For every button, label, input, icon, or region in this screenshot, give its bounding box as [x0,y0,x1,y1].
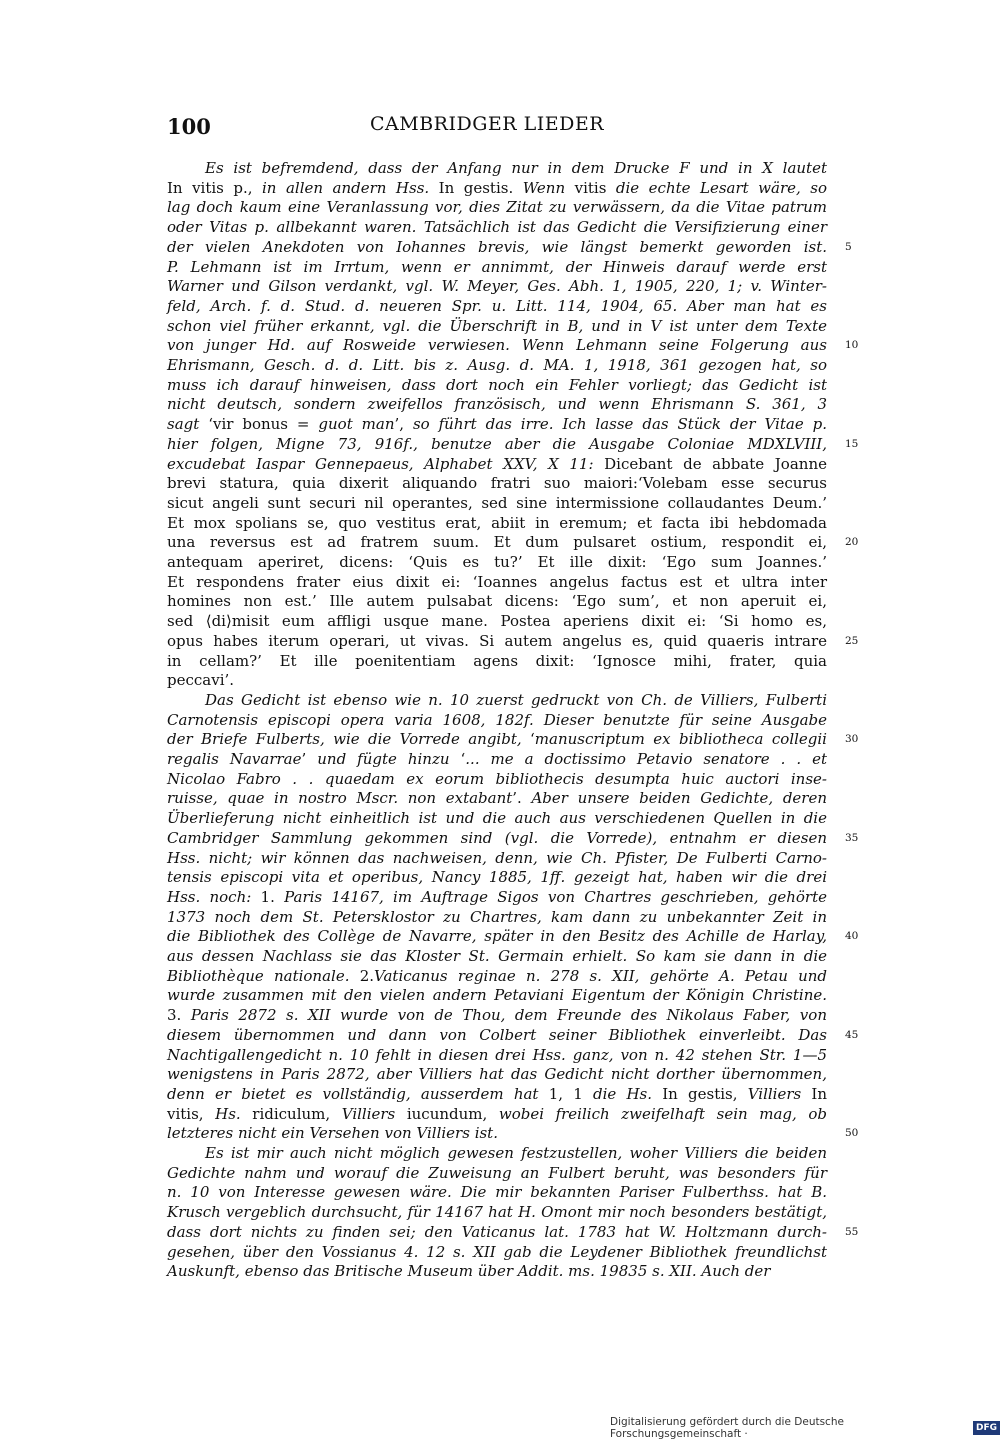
italic-run: Paris 14167, im Auftrage Sigos von Chartres geschrieben, gehörte [284,887,827,906]
text-line [167,1104,827,1124]
text-line [167,473,827,493]
line-number: 40 [845,930,859,943]
italic-run: Wenn [522,178,575,197]
italic-run: diesem übernommen und dann von Colbert seiner Bibliothek einverleibt. Das [167,1025,827,1044]
text-line [167,375,827,395]
text-line [167,1084,827,1104]
text-line [167,1163,827,1183]
text-line [167,907,827,927]
roman-run: ‘ [449,750,466,768]
text-line [167,926,827,946]
roman-run: 3. [167,1006,191,1025]
italic-run: ... me a doctissimo Petavio senatore . . et [465,750,827,768]
footer-credit [610,1416,1000,1440]
roman-run: ’. [512,789,532,808]
italic-run: Paris 2872 s. XII wurde von de Thou, dem Freunde des Nikolaus Faber, von [190,1006,827,1025]
roman-run: brevi statura, quia dixerit aliquando fratri suo maiori:‘Volebam esse securus [167,474,827,493]
text-line [167,887,827,907]
text-line [167,1045,827,1065]
roman-run: peccavi’. [167,671,235,690]
line-number: 35 [845,831,859,844]
italic-run: Es ist mir auch nicht möglich gewesen festzustellen, woher Villiers die beiden [205,1144,827,1162]
roman-run: Dicebant de abbate Joanne [604,454,827,473]
text-line [205,158,827,178]
italic-run: Bibliothèque nationale. [167,966,360,985]
italic-run: die echte Lesart wäre, so [606,178,827,197]
text-line [205,1143,827,1163]
roman-run: ‘vir bonus = [208,415,319,434]
line-number: 10 [845,339,859,352]
roman-run: In vitis p., [167,178,262,197]
italic-run: guot man [318,415,395,434]
text-line [167,197,827,217]
roman-run: 1, 1 [548,1084,593,1103]
text-line [167,867,827,887]
italic-run: Krusch vergeblich durchsucht, für 14167 hat H. Omont mir noch besonders bestätigt, [167,1203,827,1222]
text-line [167,749,827,769]
text-line [167,729,827,749]
text-line [167,493,827,513]
italic-run: letzteres nicht ein Versehen von Villiers ist. [167,1124,498,1143]
roman-run: opus habes iterum operari, ut vivas. Si autem angelus es, quid quaeris intrare [167,631,827,650]
roman-run: vitis, [167,1104,216,1123]
text-line [167,710,827,730]
text-line [167,1182,827,1202]
text-line [167,217,827,237]
text-line [167,651,827,671]
text-line [167,394,827,414]
italic-run: Es ist befremdend, dass der Anfang nur in dem Drucke F und in X lautet [205,159,827,177]
italic-run: die Hs. [592,1084,653,1103]
text-line [167,966,827,986]
roman-run: In gestis, [652,1084,748,1103]
line-number: 20 [845,536,859,549]
text-line [167,257,827,277]
italic-run: n. 10 von Interesse gewesen wäre. Die mir bekannten Pariser Fulberthss. hat B. [167,1183,827,1202]
italic-run: manuscriptum ex bibliotheca collegii [534,730,827,749]
text-line [167,788,827,808]
text-line [167,985,827,1005]
text-line [167,769,827,789]
italic-run: und fügte hinzu [317,750,450,768]
italic-run: der vielen Anekdoten von Iohannes brevis, wie längst bemerkt geworden ist. [167,237,827,256]
roman-run: 2. [359,966,375,985]
italic-run: regalis Navarrae [167,750,302,768]
italic-run: Hs. [215,1104,241,1123]
italic-run: Hss. nicht; wir können das nachweisen, denn, wie Ch. Pfister, De Fulberti Carno- [167,848,827,867]
italic-run: muss ich darauf hinweisen, dass dort noch ein Fehler vorliegt; das Gedicht ist [167,375,827,394]
text-line [167,335,827,355]
italic-run: so führt das irre. Ich lasse das Stück der Vitae p. [412,415,827,434]
italic-run: excudebat Iaspar Gennepaeus, Alphabet XXV, X 11: [167,454,605,473]
text-line [167,552,827,572]
italic-run: feld, Arch. f. d. Stud. d. neueren Spr. u. Litt. 114, 1904, 65. Aber man hat es [167,296,827,315]
italic-run: aus dessen Nachlass sie das Kloster St. Germain erhielt. So kam sie dann in die [167,947,827,965]
italic-run: Carnotensis episcopi opera varia 1608, 182f. Dieser benutzte für seine Ausgabe [167,710,827,729]
italic-run: gesehen, über den Vossianus 4. 12 s. XII gab die Leydener Bibliothek freundlichst [167,1242,827,1261]
roman-run: In gestis. [429,178,523,197]
line-number: 50 [845,1127,859,1140]
italic-run: Hss. noch: [167,887,261,906]
text-line [167,670,827,690]
text-line [167,276,827,296]
text-line [167,1025,827,1045]
text-line [167,1242,827,1262]
line-number: 55 [845,1225,859,1238]
roman-run: homines non est.’ Ille autem pulsabat dicens: ‘Ego sum’, et non aperuit ei, [167,592,827,611]
italic-run: Ehrismann, Gesch. d. d. Litt. bis z. Ausg. d. MA. 1, 1918, 361 gezogen hat, so [167,356,827,374]
text-line [167,414,827,434]
roman-run: antequam aperiret, dicens: ‘Quis es tu?’ Et ille dixit: ‘Ego sum Joannes.’ [167,553,827,571]
italic-run: ruisse, quae in nostro Mscr. non extabant [167,789,513,808]
text-line [167,178,827,198]
text-line [167,1261,827,1281]
italic-run: Warner und Gilson verdankt, vgl. W. Meyer, Ges. Abh. 1, 1905, 220, 1; v. Winter- [167,277,827,296]
italic-run: die Bibliothek des Collège de Navarre, später in den Besitz des Achille de Harlay, [167,927,827,946]
italic-run: in allen andern Hss. [262,178,430,197]
italic-run: tensis episcopi vita et operibus, Nancy 1885, 1ff. gezeigt hat, haben wir die drei [167,868,827,887]
italic-run: wobei freilich zweifelhaft sein mag, ob [498,1104,827,1123]
text-line [167,1064,827,1084]
text-line [167,454,827,474]
italic-run: nicht deutsch, sondern zweifellos französisch, und wenn Ehrismann S. 361, 3 [167,395,827,414]
italic-run: Auskunft, ebenso das Britische Museum über Addit. ms. 19835 s. XII. Auch der [167,1262,771,1281]
text-line [167,1222,827,1242]
italic-run: sagt [167,415,209,434]
line-number: 30 [845,733,859,746]
italic-run: 1373 noch dem St. Petersklostor zu Chartres, kam dann zu unbekannter Zeit in [167,907,827,926]
roman-run: iucundum, [395,1104,499,1123]
italic-run: Das Gedicht ist ebenso wie n. 10 zuerst gedruckt von Ch. de Villiers, Fulberti [205,690,827,709]
line-number: 5 [845,240,852,253]
italic-run: schon viel früher erkannt, vgl. die Überschrift in B, und in V ist unter dem Texte [167,316,827,335]
text-line [167,1005,827,1025]
roman-run: ’, [394,415,413,434]
text-line [167,1202,827,1222]
italic-run: der Briefe Fulberts, wie die Vorrede angibt, [167,730,531,749]
text-line [167,591,827,611]
italic-run: Überlieferung nicht einheitlich ist und die auch aus verschiedenen Quellen in die [167,809,827,828]
line-number: 25 [845,634,859,647]
footer-text: Digitalisierung gefördert durch die Deutsche Forschungsgemeinschaft · [610,1416,844,1440]
running-head: CAMBRIDGER LIEDER [370,113,605,135]
text-line [167,296,827,316]
italic-run: Vaticanus reginae n. 278 s. XII, gehörte A. Petau und [374,966,828,985]
italic-run: hier folgen, Migne 73, 916f., benutze aber die Ausgabe Coloniae MDXLVIII, [167,434,827,453]
roman-run: in cellam?’ Et ille poenitentiam agens dixit: ‘Ignosce mihi, frater, quia [167,651,827,670]
text-line [167,808,827,828]
text-line [167,828,827,848]
text-line [205,690,827,710]
roman-run: sed ⟨di⟩misit eum affligi usque mane. Postea aperiens dixit ei: ‘Si homo es, [167,612,827,631]
page-number: 100 [167,114,211,139]
italic-run: lag doch kaum eine Veranlassung vor, dies Zitat zu verwässern, da die Vitae patrum [167,198,827,217]
italic-run: Villiers [747,1084,802,1103]
roman-run: una reversus est ad fratrem suum. Et dum pulsaret ostium, respondit ei, [167,533,827,552]
text-line [167,572,827,592]
line-number: 15 [845,437,859,450]
roman-run: Et respondens frater eius dixit ei: ‘Ioannes angelus factus est et ultra inter [167,572,827,591]
text-line [167,611,827,631]
text-line [167,434,827,454]
roman-run: ’ [301,750,318,768]
text-line [167,848,827,868]
roman-run: vitis [574,178,607,197]
text-line [167,946,827,966]
roman-run: ‘ [530,730,535,749]
text-line [167,532,827,552]
italic-run: Gedichte nahm und worauf die Zuweisung an Fulbert beruht, was besonders für [167,1163,827,1182]
text-line [167,355,827,375]
italic-run: von junger Hd. auf Rosweide verwiesen. Wenn Lehmann seine Folgerung aus [167,336,827,355]
roman-run: ridiculum, [240,1104,342,1123]
italic-run: Nicolao Fabro . . quaedam ex eorum bibliothecis desumpta huic auctori inse- [167,769,827,788]
italic-run: P. Lehmann ist im Irrtum, wenn er annimmt, der Hinweis darauf werde erst [167,257,827,276]
italic-run: Nachtigallengedicht n. 10 fehlt in diesen drei Hss. ganz, von n. 42 stehen Str. 1—5 [167,1045,827,1064]
dfg-logo: DFG [973,1421,1000,1435]
italic-run: dass dort nichts zu finden sei; den Vaticanus lat. 1783 hat W. Holtzmann durch- [167,1222,827,1241]
italic-run: Villiers [341,1104,396,1123]
text-line [167,316,827,336]
italic-run: Cambridger Sammlung gekommen sind (vgl. die Vorrede), entnahm er diesen [167,828,827,847]
italic-run: Aber unsere beiden Gedichte, deren [531,789,828,808]
text-line [167,1123,827,1143]
text-line [167,513,827,533]
roman-run: In [801,1084,828,1103]
italic-run: oder Vitas p. allbekannt waren. Tatsächlich ist das Gedicht die Versifizierung einer [167,218,827,237]
text-line [167,631,827,651]
roman-run: Et mox spolians se, quo vestitus erat, abiit in eremum; et facta ibi hebdomada [167,513,827,532]
italic-run: wurde zusammen mit den vielen andern Petaviani Eigentum der Königin Christine. [167,986,827,1005]
italic-run: wenigstens in Paris 2872, aber Villiers hat das Gedicht nicht dorther übernommen, [167,1065,827,1084]
roman-run: 1. [260,887,285,906]
italic-run: denn er bietet es vollständig, ausserdem hat [167,1084,549,1103]
roman-run: sicut angeli sunt securi nil operantes, sed sine intermissione collaudantes Deum.’ [167,493,827,512]
line-number: 45 [845,1028,859,1041]
text-line [167,237,827,257]
